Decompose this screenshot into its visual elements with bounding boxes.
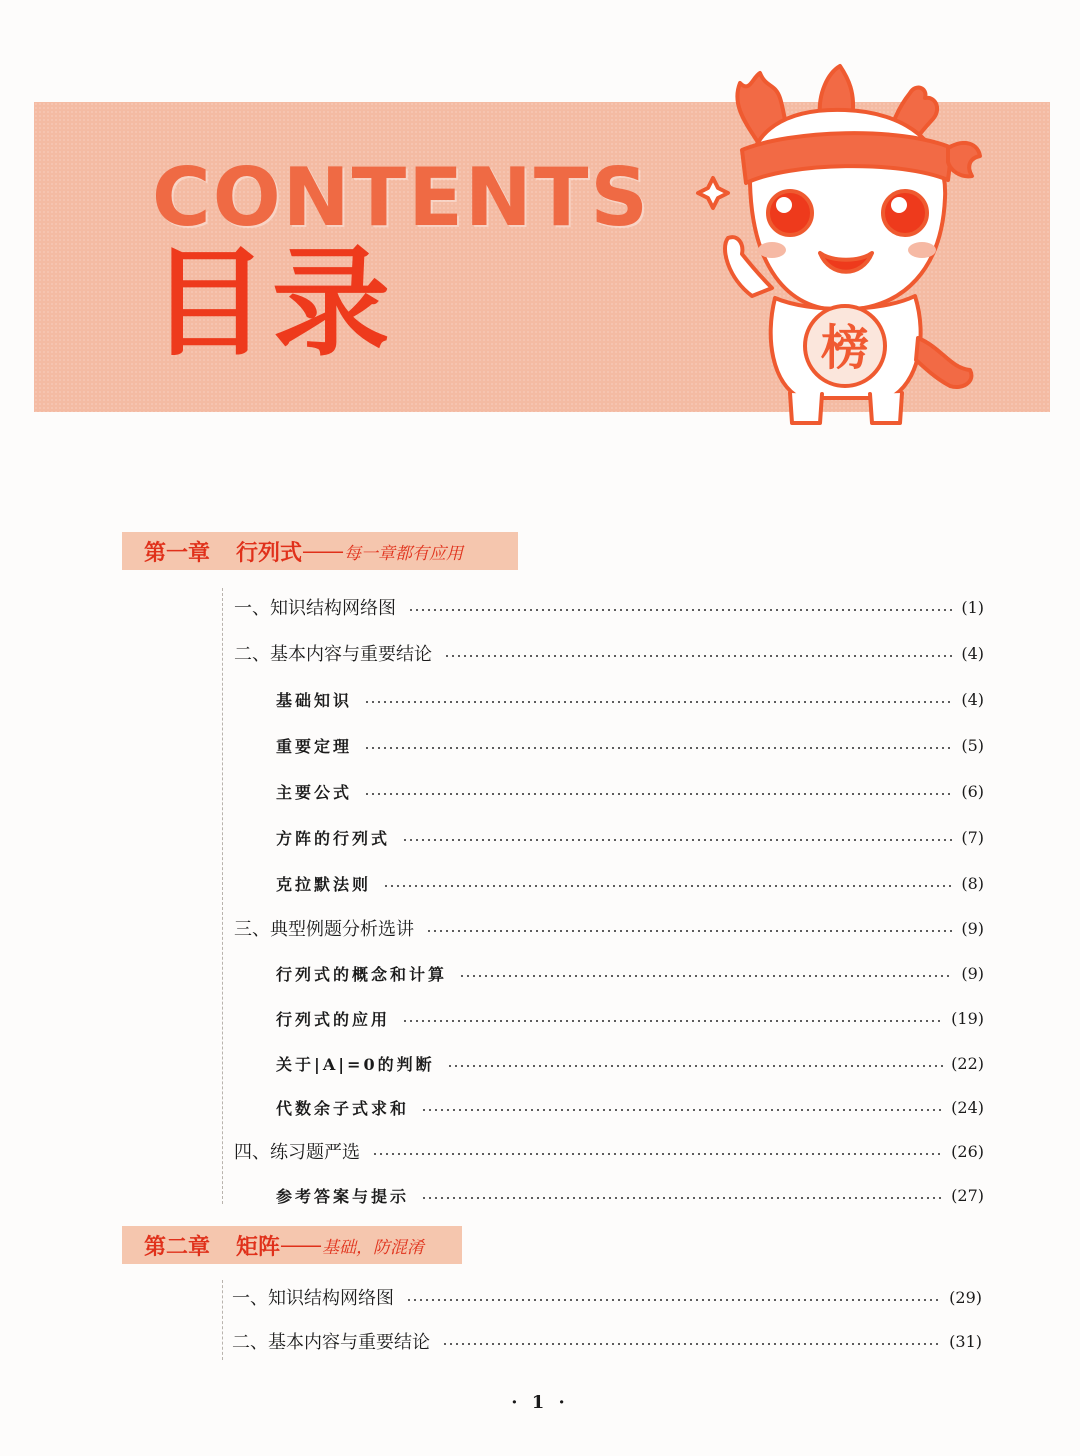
toc-entry-label: 关于|A|=0的判断 [276,1054,435,1074]
dot-leader [444,655,953,657]
toc-entry-label: 方阵的行列式 [276,828,391,848]
toc-entry-label: 一、知识结构网络图 [234,598,396,619]
toc-entry-label: 四、练习题严选 [234,1142,360,1163]
chapter-2-title: 矩阵 [236,1233,281,1260]
toc-entry-page: (19) [951,1008,984,1028]
toc-entry[interactable] [0,868,1080,898]
toc-entry-label: 三、典型例题分析选讲 [234,919,414,940]
toc-entry-page: (26) [951,1141,984,1161]
dot-leader [383,885,953,887]
chapter-2-subtitle: 基础，防混淆 [322,1237,425,1258]
toc-entry-label: 二、基本内容与重要结论 [232,1332,430,1353]
toc-entry-label: 行列式的应用 [276,1009,391,1029]
toc-entry-page: (24) [951,1097,984,1117]
toc-entry-page: (29) [949,1287,982,1307]
toc-entry-label: 主要公式 [276,782,353,802]
mascot-badge-text: 榜 [820,320,870,376]
dot-leader [442,1343,941,1345]
toc-entry-page: (9) [961,963,984,983]
toc-entry-label: 代数余子式求和 [276,1098,410,1118]
dot-leader [408,609,953,611]
page-number: · 1 · [511,1392,569,1413]
toc-entry-page: (5) [961,735,984,755]
toc-entry[interactable] [0,776,1080,806]
toc-entry[interactable] [0,1136,1080,1166]
toc-entry-page: (8) [961,873,984,893]
toc-entry-label: 参考答案与提示 [276,1186,410,1206]
toc-entry[interactable] [0,592,1080,622]
toc-entry-label: 二、基本内容与重要结论 [234,644,432,665]
toc-entry-page: (27) [951,1185,984,1205]
toc-entry[interactable] [0,1003,1080,1033]
dot-leader [364,701,953,703]
dot-leader [421,1109,943,1111]
dot-leader [402,839,953,841]
chapter-1-title: 行列式 [236,539,303,566]
toc-entry-label: 基础知识 [276,690,353,710]
toc-entry-page: (9) [961,918,984,938]
toc-entry[interactable] [0,958,1080,988]
chapter-2-number: 第二章 [144,1233,211,1260]
chapter-2-header[interactable] [122,1226,462,1264]
toc-entry-label: 行列式的概念和计算 [276,964,448,984]
contents-title: CONTENTS [152,151,651,244]
dot-leader [447,1065,944,1067]
mulu-title: 目录 [150,234,395,372]
toc-entry-page: (4) [961,643,984,663]
dot-leader [406,1299,941,1301]
toc-entry-page: (1) [961,597,984,617]
toc-entry-page: (4) [961,689,984,709]
toc-entry[interactable] [0,638,1080,668]
toc-entry-label: 一、知识结构网络图 [232,1288,394,1309]
chapter-1-subtitle: 每一章都有应用 [344,543,464,564]
toc-entry-label: 克拉默法则 [276,874,372,894]
toc-entry[interactable] [0,1048,1080,1078]
toc-entry[interactable] [0,1282,1080,1312]
dragon-mascot-icon [680,38,990,430]
toc-entry[interactable] [0,1180,1080,1210]
toc-entry-label: 重要定理 [276,736,353,756]
toc-entry-page: (7) [961,827,984,847]
dot-leader [364,793,953,795]
toc-entry[interactable] [0,1326,1080,1356]
dot-leader [459,975,953,977]
dot-leader [372,1153,943,1155]
dot-leader [364,747,953,749]
toc-entry[interactable] [0,730,1080,760]
dot-leader [402,1020,943,1022]
toc-entry[interactable] [0,913,1080,943]
chapter-1-number: 第一章 [144,539,211,566]
chapter-1-header[interactable] [122,532,518,570]
chapter-2-dash: —— [280,1232,321,1258]
toc-entry-page: (22) [951,1053,984,1073]
dot-leader [426,930,953,932]
dot-leader [421,1197,943,1199]
toc-entry-page: (6) [961,781,984,801]
toc-entry-page: (31) [949,1331,982,1351]
toc-entry[interactable] [0,684,1080,714]
toc-entry[interactable] [0,822,1080,852]
chapter-1-dash: —— [302,538,343,564]
toc-entry[interactable] [0,1092,1080,1122]
